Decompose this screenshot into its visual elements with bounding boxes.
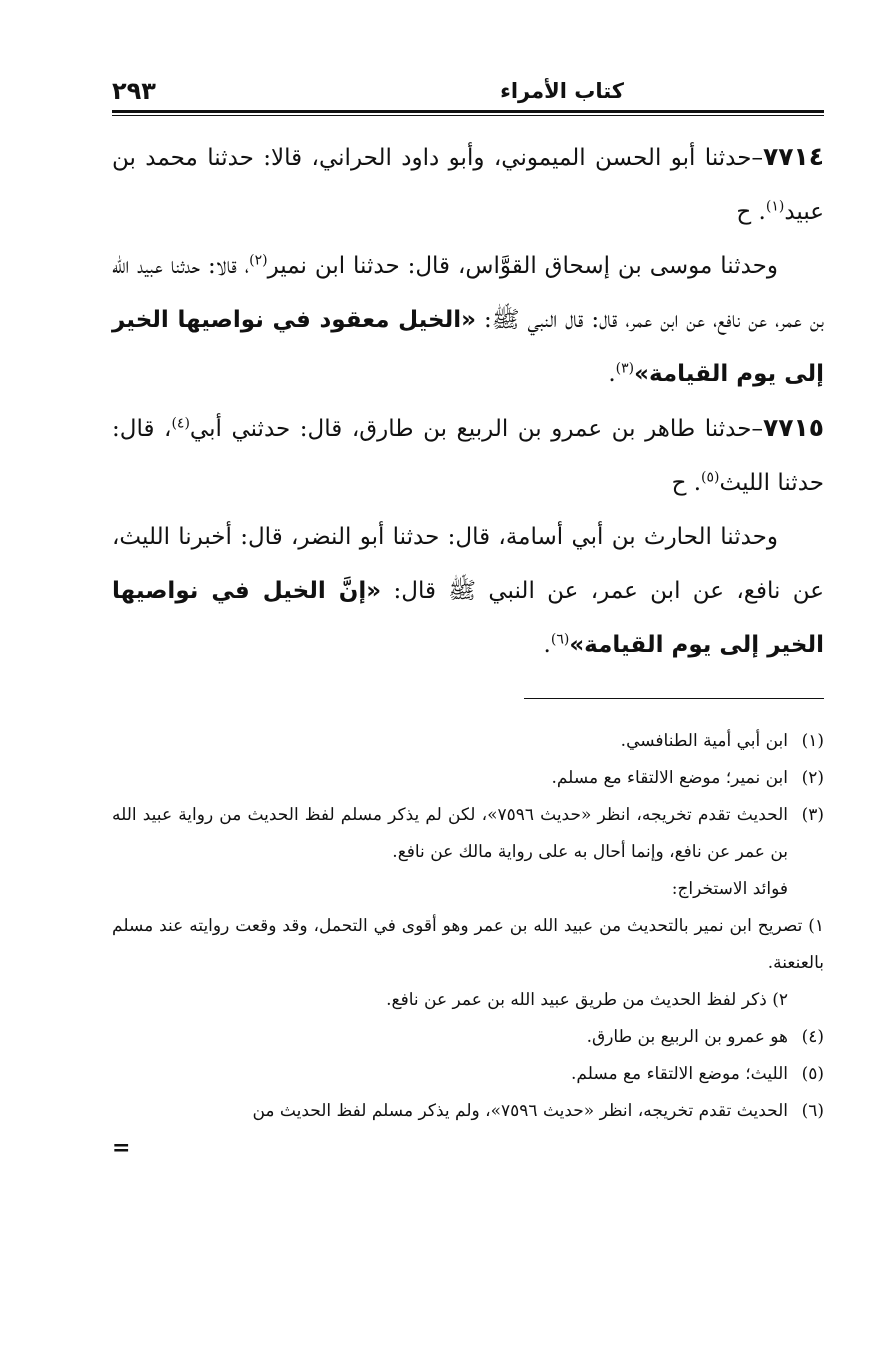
footnote-ref[interactable]: (٤)	[171, 415, 190, 432]
hadith-matn: «الخيل معقود في نواصيها الخير إلى يوم القيامة»	[112, 307, 824, 387]
page-number: ٢٩٣	[112, 77, 156, 105]
header-rule-thick	[112, 110, 824, 113]
hadith-text: –حدثنا طاهر بن عمرو بن الربيع بن طارق، قال: حدثني أبي	[189, 416, 763, 442]
chain-text: ، قالا: حدثنا عبيد الله بن عمر، عن نافع، عن ابن عمر، قال: قال النبي ﷺ:	[112, 253, 824, 333]
main-text	[112, 130, 824, 672]
hadith-7714	[112, 130, 824, 239]
footnote-3-point-1: ١) تصريح ابن نمير بالتحديث من عبيد الله بن عمر وهو أقوى في التحمل، وقد وقعت روايته عند مسلم بالعنعنة.	[112, 916, 824, 973]
footnote-3-point-2: ٢) ذكر لفظ الحديث من طريق عبيد الله بن عمر عن نافع.	[386, 990, 788, 1010]
footnote-text: هو عمرو بن الربيع بن طارق.	[586, 1027, 788, 1047]
chain-text: .	[543, 632, 551, 658]
footnote-2	[112, 760, 824, 797]
chain-text: .	[608, 361, 616, 387]
hadith-text: –حدثنا أبو الحسن الميموني، وأبو داود الحراني، قالا: حدثنا محمد بن عبيد	[112, 145, 824, 225]
footnote-1	[112, 723, 824, 760]
footnote-mark: (١)	[801, 731, 824, 751]
footnote-separator	[524, 698, 824, 699]
footnote-mark: (٣)	[801, 805, 824, 825]
footnote-mark: (٦)	[801, 1101, 824, 1121]
footnote-ref[interactable]: (١)	[765, 198, 785, 215]
hadith-text: ، قال: حدثنا الليث	[112, 416, 824, 496]
continuation-mark: =	[112, 1135, 131, 1161]
footnote-mark: (٢)	[801, 768, 824, 788]
footnote-text: ابن نمير؛ موضع الالتقاء مع مسلم.	[551, 768, 788, 788]
footnote-mark: (٤)	[801, 1027, 824, 1047]
hadith-matn: «إنَّ الخيل في نواصيها الخير إلى يوم القيامة»	[112, 578, 824, 658]
chain-text: وحدثنا موسى بن إسحاق القوَّاس، قال: حدثنا ابن نمير	[267, 253, 779, 279]
running-header	[112, 70, 824, 106]
footnote-ref[interactable]: (٢)	[249, 252, 268, 269]
footnote-text: الحديث تقدم تخريجه، انظر «حديث ٧٥٩٦»، لكن لم يذكر مسلم لفظ الحديث من رواية عبيد الله بن عمر عن نافع، وإنما أحال به على رواية مالك عن نافع.	[112, 805, 788, 862]
footnote-4	[112, 1019, 824, 1056]
footnote-mark: (٥)	[801, 1064, 824, 1084]
hadith-text: . ح	[671, 470, 702, 496]
footnote-ref[interactable]: (٣)	[615, 360, 635, 377]
footnote-6	[112, 1093, 824, 1130]
footnote-text: ابن أبي أمية الطنافسي.	[620, 731, 788, 751]
hadith-number: ٧٧١٤	[762, 142, 824, 171]
footnote-text: الحديث تقدم تخريجه، انظر «حديث ٧٥٩٦»، ولم يذكر مسلم لفظ الحديث من	[252, 1101, 788, 1121]
hadith-7715	[112, 401, 824, 510]
header-rule-thin	[112, 115, 824, 116]
footnote-3-heading: فوائد الاستخراج:	[671, 879, 788, 899]
chain-paragraph	[112, 239, 824, 401]
chain-text: وحدثنا الحارث بن أبي أسامة، قال: حدثنا أبو النضر، قال: أخبرنا الليث، عن نافع، عن ابن عمر، عن النبي ﷺ قال:	[112, 524, 824, 604]
footnote-5	[112, 1056, 824, 1093]
footnote-ref[interactable]: (٥)	[701, 469, 720, 486]
book-page	[112, 70, 824, 1260]
running-title: كتاب الأمراء	[500, 79, 624, 103]
footnote-text: الليث؛ موضع الالتقاء مع مسلم.	[570, 1064, 788, 1084]
chain-paragraph	[112, 510, 824, 672]
footnote-3	[112, 797, 824, 871]
footnote-ref[interactable]: (٦)	[550, 631, 570, 648]
footnotes	[112, 723, 824, 1160]
hadith-number: ٧٧١٥	[762, 413, 824, 442]
hadith-text: . ح	[736, 199, 766, 225]
